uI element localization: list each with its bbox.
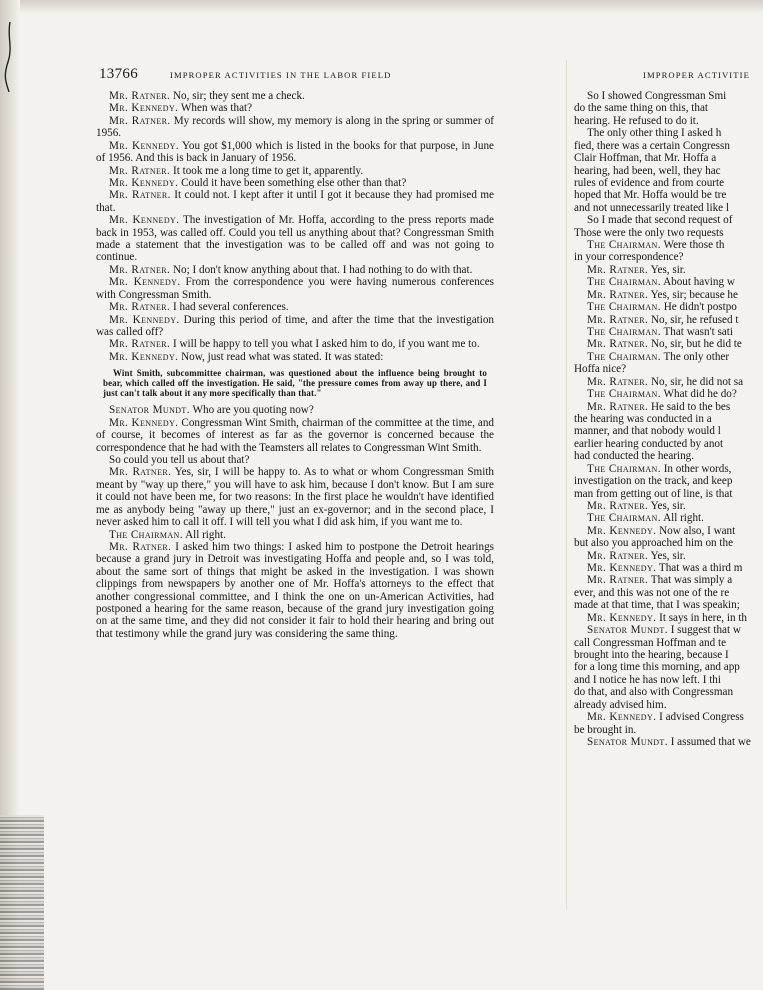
testimony-paragraph — [574, 338, 763, 350]
testimony-paragraph — [574, 152, 763, 164]
testimony-paragraph — [574, 736, 763, 748]
testimony-paragraph — [574, 550, 763, 562]
speaker-name: Mr. Ratner. — [587, 375, 649, 388]
paragraph-text: Now also, I want — [656, 524, 736, 537]
testimony-paragraph — [574, 214, 763, 226]
speaker-name: Mr. Ratner. — [587, 499, 649, 512]
testimony-paragraph — [574, 512, 763, 524]
testimony-paragraph — [574, 649, 763, 661]
testimony-paragraph — [574, 90, 763, 102]
testimony-paragraph — [574, 326, 763, 338]
paragraph-text: do that, and also with Congressman — [574, 686, 734, 699]
speaker-name: Mr. Ratner. — [109, 466, 172, 479]
paragraph-text: hoped that Mr. Hoffa would be tre — [574, 189, 727, 202]
paragraph-text: During this period of time, and after the time that the investigation was called off? — [96, 313, 494, 339]
speaker-name: Mr. Ratner. — [587, 338, 649, 351]
paragraph-text: Congressman Wint Smith, chairman of the committee at the time, and of course, it becomes of interest as far as the governor is concerned because the correspondence that he had with the Teamsters all relates to Congressman Wint Smith. — [96, 416, 495, 454]
testimony-paragraph — [574, 189, 763, 201]
paragraph-text: I had several conferences. — [170, 301, 289, 314]
testimony-paragraph — [574, 661, 763, 673]
speaker-name: The Chairman. — [587, 326, 661, 339]
paragraph-text: be brought in. — [574, 723, 637, 736]
testimony-paragraph — [574, 202, 763, 214]
paragraph-text: It says in here, in th — [656, 611, 747, 624]
speaker-name: Mr. Ratner. — [109, 540, 172, 553]
paragraph-text: investigation on the track, and keep — [574, 475, 733, 488]
paragraph-text: hearing. He refused to do it. — [574, 114, 699, 127]
paragraph-text: Now, just read what was stated. It was stated: — [178, 350, 384, 363]
quote-text: Wint Smith, subcommittee chairman, was questioned about the influence being brought to bear, which called off the investigation. He said, "the pressure comes from away up there, and I just can't talk about it any more specifically than that." — [103, 368, 487, 399]
testimony-paragraph — [574, 227, 763, 239]
speaker-name: Mr. Kennedy. — [109, 176, 179, 189]
testimony-paragraph — [96, 529, 494, 541]
testimony-paragraph — [96, 90, 494, 102]
testimony-paragraph — [574, 140, 763, 152]
paragraph-text: It took me a long time to get it, apparently. — [170, 164, 364, 177]
speaker-name: The Chairman. — [587, 239, 661, 252]
testimony-paragraph — [574, 637, 763, 649]
speaker-name: Mr. Ratner. — [109, 164, 171, 177]
speaker-name: Senator Mundt. — [109, 404, 190, 417]
testimony-paragraph — [574, 413, 763, 425]
testimony-paragraph — [96, 454, 494, 466]
testimony-paragraph — [574, 686, 763, 698]
paragraph-text: I will be happy to tell you what I asked him to do, if you want me to. — [170, 338, 480, 351]
testimony-paragraph — [96, 338, 494, 350]
paragraph-text: From the correspondence you were having numerous conferences with Congressman Smith. — [96, 276, 494, 301]
speaker-name: The Chairman. — [587, 350, 661, 363]
speaker-name: Mr. Ratner. — [109, 263, 171, 276]
paragraph-text: About having w — [660, 276, 735, 289]
speaker-name: Mr. Ratner. — [109, 114, 171, 127]
paragraph-text: In other words, — [660, 462, 732, 475]
page-gutter — [566, 60, 567, 910]
testimony-paragraph — [96, 177, 494, 189]
paragraph-text: I asked him two things: I asked him to postpone the Detroit hearings because a grand jury in Detroit was investigating Hoffa and people and, so I was told, about the same sort of things that might be asked in the investigation. I was shown clippings from newspapers by another one of Mr. Hoffa's attorneys to the effect that another congressional committee, and I think the one on un-American Activities, had postponed a hearing for the same reason, because of the grand jury investigation going on at the same time, and they did not consider it fair to hold their hearing and bring out that testimony while the grand jury was considering the same thing. — [96, 540, 494, 640]
right-text-column — [574, 90, 763, 748]
paragraph-text: All right. — [660, 512, 704, 525]
margin-pen-mark — [4, 22, 14, 92]
testimony-paragraph — [574, 251, 763, 263]
testimony-paragraph — [96, 140, 494, 165]
speaker-name: Mr. Ratner. — [587, 288, 649, 301]
testimony-paragraph — [96, 214, 494, 264]
speaker-name: Mr. Kennedy. — [109, 350, 179, 363]
speaker-name: Mr. Ratner. — [109, 90, 171, 102]
testimony-paragraph — [574, 488, 763, 500]
testimony-paragraph — [96, 165, 494, 177]
paragraph-text: Those were the only two requests — [574, 226, 724, 239]
paragraph-text: and I notice he has now left. I thi — [574, 673, 721, 686]
testimony-paragraph — [574, 425, 763, 437]
paragraph-text: No, sir, he refused t — [648, 313, 739, 326]
paragraph-text: had conducted the hearing. — [574, 450, 695, 463]
testimony-paragraph — [96, 102, 494, 114]
paragraph-text: No, sir, but he did te — [648, 338, 742, 351]
testimony-paragraph — [574, 711, 763, 723]
paragraph-text: So I showed Congressman Smi — [587, 90, 727, 102]
paragraph-text: manner, and that nobody would l — [574, 425, 721, 438]
paragraph-text: So could you tell us about that? — [109, 453, 250, 466]
paragraph-text: Were those th — [660, 239, 725, 252]
speaker-name: Mr. Ratner. — [587, 313, 649, 326]
testimony-paragraph — [574, 276, 763, 288]
speaker-name: Mr. Ratner. — [109, 338, 171, 351]
testimony-paragraph — [574, 574, 763, 586]
paragraph-text: Yes, sir, I will be happy to. As to what or whom Congressman Smith meant by "way up there," you will have to ask him, because I don't know. But I am sure it could not have been me, for two reasons: In the first place he wouldn't have identified me as anybody being "away up there," just an ex-governor; and in the second place, I never asked him to call it off. I will tell you what I did ask him, if you want me to. — [96, 466, 494, 529]
testimony-paragraph — [574, 363, 763, 375]
speaker-name: Mr. Kennedy. — [109, 102, 179, 115]
testimony-paragraph — [96, 466, 494, 528]
speaker-name: Mr. Kennedy. — [587, 611, 657, 624]
paragraph-text: earlier hearing conducted by anot — [574, 437, 724, 450]
paragraph-text: The only other — [660, 350, 730, 363]
paragraph-text: Yes, sir. — [648, 549, 686, 562]
paragraph-text: No, sir, he did not sa — [648, 375, 744, 388]
testimony-paragraph — [574, 612, 763, 624]
paragraph-text: No, sir; they sent me a check. — [170, 90, 305, 102]
paragraph-text: What did he do? — [660, 388, 737, 401]
testimony-paragraph — [574, 401, 763, 413]
speaker-name: The Chairman. — [587, 512, 661, 525]
speaker-name: Senator Mundt. — [587, 735, 668, 748]
speaker-name: Senator Mundt. — [587, 624, 668, 637]
testimony-paragraph — [574, 699, 763, 711]
speaker-name: Mr. Kennedy. — [109, 416, 179, 429]
paragraph-text: for a long time this morning, and app — [574, 661, 740, 674]
testimony-paragraph — [574, 314, 763, 326]
paragraph-text: Could it have been something else other than that? — [178, 176, 407, 189]
page-number: 13766 — [99, 66, 138, 82]
testimony-paragraph — [574, 127, 763, 139]
speaker-name: The Chairman. — [587, 388, 661, 401]
testimony-paragraph — [574, 165, 763, 177]
paragraph-text: The only other thing I asked h — [587, 127, 722, 140]
paragraph-text: I suggest that w — [667, 624, 741, 637]
scan-edge-artifact — [0, 815, 44, 990]
speaker-name: Mr. Ratner. — [587, 263, 649, 276]
testimony-paragraph — [96, 417, 494, 454]
paragraph-text: Yes, sir. — [648, 499, 686, 512]
paragraph-text: call Congressman Hoffman and te — [574, 636, 727, 649]
testimony-paragraph — [574, 463, 763, 475]
testimony-paragraph — [96, 276, 494, 301]
paragraph-text: the hearing was conducted in a — [574, 412, 712, 425]
speaker-name: The Chairman. — [587, 301, 661, 314]
paragraph-text: but also you approached him on the — [574, 537, 734, 550]
scan-top-shadow — [0, 0, 763, 14]
testimony-paragraph — [574, 500, 763, 512]
paragraph-text: So I made that second request of — [587, 214, 733, 227]
paragraph-text: do the same thing on this, that — [574, 102, 708, 115]
testimony-paragraph — [96, 541, 494, 640]
testimony-paragraph — [96, 189, 494, 214]
testimony-paragraph — [574, 525, 763, 537]
speaker-name: Mr. Ratner. — [587, 549, 649, 562]
speaker-name: Mr. Ratner. — [587, 400, 649, 413]
testimony-paragraph — [574, 450, 763, 462]
testimony-paragraph — [574, 674, 763, 686]
testimony-paragraph — [574, 537, 763, 549]
speaker-name: Mr. Ratner. — [109, 189, 171, 202]
paragraph-text: Hoffa nice? — [574, 363, 627, 376]
paragraph-text: It could not. I kept after it until I got it because they had promised me that. — [96, 189, 494, 214]
speaker-name: Mr. Kennedy. — [587, 524, 657, 537]
speaker-name: Mr. Kennedy. — [109, 139, 179, 152]
speaker-name: The Chairman. — [587, 462, 661, 475]
paragraph-text: brought into the hearing, because I — [574, 648, 729, 661]
paragraph-text: Who are you quoting now? — [189, 404, 314, 417]
testimony-paragraph — [574, 724, 763, 736]
left-text-column — [96, 90, 494, 640]
paragraph-text: man from getting out of line, is that — [574, 487, 733, 500]
paragraph-text: No; I don't know anything about that. I had nothing to do with that. — [170, 263, 473, 276]
speaker-name: Mr. Ratner. — [109, 301, 171, 314]
testimony-paragraph — [574, 624, 763, 636]
speaker-name: Mr. Kennedy. — [109, 214, 180, 227]
speaker-name: Mr. Ratner. — [587, 574, 649, 587]
paragraph-text: That was simply a — [648, 574, 733, 587]
speaker-name: Mr. Kennedy. — [587, 562, 657, 575]
paragraph-text: That wasn't sati — [660, 326, 733, 339]
testimony-paragraph — [96, 264, 494, 276]
running-head-left: IMPROPER ACTIVITIES IN THE LABOR FIELD — [170, 70, 392, 80]
speaker-name: The Chairman. — [587, 276, 661, 289]
testimony-paragraph — [574, 264, 763, 276]
testimony-paragraph — [574, 102, 763, 114]
block-quote — [103, 368, 487, 398]
testimony-paragraph — [574, 115, 763, 127]
testimony-paragraph — [574, 599, 763, 611]
paragraph-text: You got $1,000 which is listed in the books for that purpose, in June of 1956. And this is back in January of 1956. — [96, 139, 494, 165]
testimony-paragraph — [96, 404, 494, 416]
paragraph-text: hearing, had been, well, they hac — [574, 164, 721, 177]
testimony-paragraph — [574, 562, 763, 574]
paragraph-text: That was a third m — [656, 562, 743, 575]
testimony-paragraph — [574, 239, 763, 251]
paragraph-text: fied, there was a certain Congressn — [574, 139, 730, 152]
paragraph-text: ever, and this was not one of the re — [574, 586, 730, 599]
testimony-paragraph — [96, 351, 494, 363]
testimony-paragraph — [96, 115, 494, 140]
paragraph-text: When was that? — [178, 102, 253, 115]
paragraph-text: All right. — [182, 528, 226, 541]
testimony-paragraph — [574, 289, 763, 301]
testimony-paragraph — [96, 301, 494, 313]
testimony-paragraph — [96, 314, 494, 339]
paragraph-text: and not unnecessarily treated like l — [574, 201, 729, 214]
paragraph-text: I assumed that we — [667, 735, 751, 748]
testimony-paragraph — [574, 351, 763, 363]
paragraph-text: Yes, sir. — [648, 263, 686, 276]
paragraph-text: He said to the bes — [648, 400, 731, 413]
paragraph-text: My records will show, my memory is along in the spring or summer of 1956. — [96, 114, 494, 140]
paragraph-text: in your correspondence? — [574, 251, 684, 264]
testimony-paragraph — [574, 475, 763, 487]
testimony-paragraph — [574, 376, 763, 388]
testimony-paragraph — [574, 177, 763, 189]
running-head-right: IMPROPER ACTIVITIE — [643, 70, 750, 80]
paragraph-text: Yes, sir; because he — [648, 288, 738, 301]
paragraph-text: The investigation of Mr. Hoffa, according to the press reports made back in 1953, was called off. Could you tell us anything about that? Congressman Smith made a statement that the investigation was to be called off and was not going to continue. — [96, 214, 494, 264]
testimony-paragraph — [574, 587, 763, 599]
paragraph-text: He didn't postpo — [660, 301, 737, 314]
speaker-name: Mr. Kennedy. — [587, 711, 657, 724]
paragraph-text: already advised him. — [574, 698, 667, 711]
testimony-paragraph — [574, 388, 763, 400]
testimony-paragraph — [574, 301, 763, 313]
paragraph-text: made at that time, that I was speakin; — [574, 599, 740, 612]
testimony-paragraph — [574, 438, 763, 450]
speaker-name: The Chairman. — [109, 528, 183, 541]
paragraph-text: rules of evidence and from courte — [574, 176, 725, 189]
paragraph-text: Clair Hoffman, that Mr. Hoffa a — [574, 152, 717, 165]
speaker-name: Mr. Kennedy. — [109, 313, 180, 326]
paragraph-text: I advised Congress — [656, 711, 744, 724]
speaker-name: Mr. Kennedy. — [109, 276, 181, 289]
